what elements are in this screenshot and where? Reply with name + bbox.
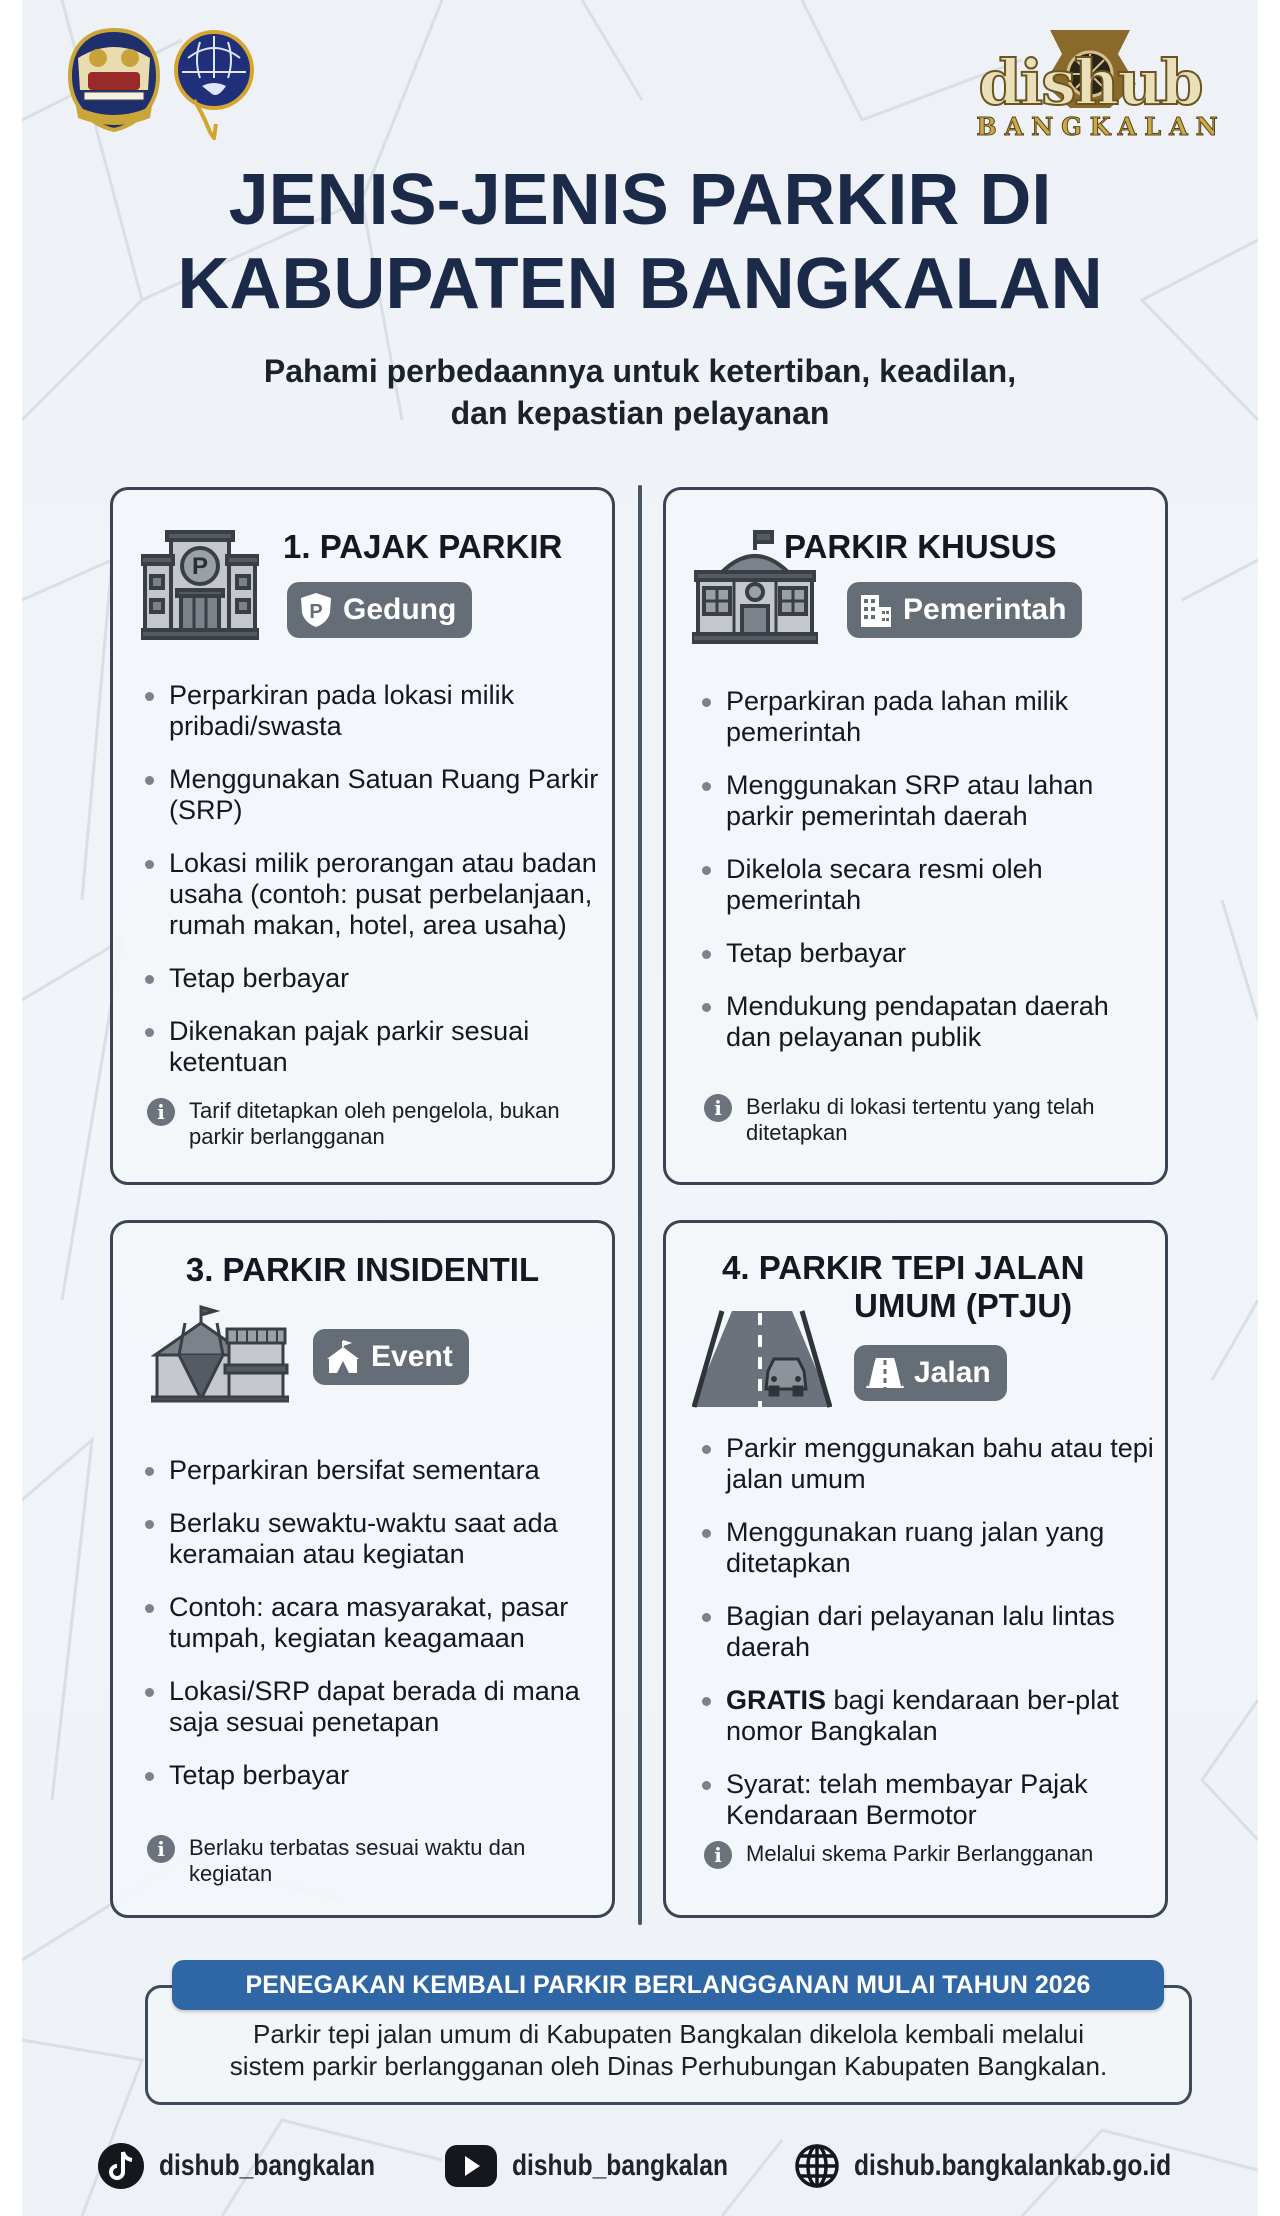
list-item: GRATIS bagi kendaraan ber-plat nomor Bangkalan [700,1685,1160,1747]
card-title: 3. PARKIR INSIDENTIL [185,1251,540,1288]
footer-youtube[interactable] [444,2140,775,2192]
column-divider [638,485,642,1925]
tiktok-handle[interactable]: dishub_bangkalan [159,2149,375,2182]
list-item: Perparkiran bersifat sementara [143,1455,603,1486]
note-text: Melalui skema Parkir Berlangganan [746,1841,1094,1866]
footer-website[interactable] [794,2140,1241,2192]
globe-icon [794,2143,840,2189]
card-parkir-tepi-jalan-umum [663,1220,1168,1918]
bullet-list [143,1455,603,1813]
announcement-line-2: sistem parkir berlangganan oleh Dinas Perhubungan Kabupaten Bangkalan. [229,2051,1108,2081]
parking-shield-icon [299,591,333,629]
badge-event [313,1329,469,1385]
kabupaten-bangkalan-emblem [66,28,162,134]
card-title-line-2: UMUM (PTJU) [854,1287,1073,1324]
info-note [147,1098,567,1150]
info-note [704,1094,1124,1146]
road-car-icon [692,1309,832,1409]
info-icon: i [147,1098,175,1126]
info-icon: i [147,1835,175,1863]
list-item: Dikenakan pajak parkir sesuai ketentuan [143,1016,603,1078]
card-title: PARKIR KHUSUS [784,528,1057,565]
tiktok-icon [97,2142,145,2190]
list-item: Tetap berbayar [143,963,603,994]
youtube-handle[interactable]: dishub_bangkalan [512,2149,728,2182]
tent-icon [325,1339,361,1375]
list-item: Perparkiran pada lahan milik pemerintah [700,686,1160,748]
list-item: Tetap berbayar [700,938,1160,969]
list-item: Mendukung pendapatan daerah dan pelayanan publik [700,991,1160,1053]
card-title: 1. PAJAK PARKIR [283,528,563,565]
list-item: Berlaku sewaktu-waktu saat ada keramaian atau kegiatan [143,1508,603,1570]
list-item: Lokasi milik perorangan atau badan usaha (contoh: pusat perbelanjaan, rumah makan, hotel, area usaha) [143,848,603,941]
badge-label: Gedung [343,593,457,626]
note-text: Berlaku di lokasi tertentu yang telah ditetapkan [746,1094,1095,1145]
note-text: Berlaku terbatas sesuai waktu dan kegiatan [189,1835,526,1886]
info-note [704,1841,1164,1869]
parking-building-icon [141,526,259,640]
list-item: Perparkiran pada lokasi milik pribadi/swasta [143,680,603,742]
gratis-emphasis: GRATIS [726,1685,826,1715]
announcement-text [145,2018,1192,2082]
svg-text:P: P [309,601,323,623]
subtitle-line-2: dan kepastian pelayanan [450,395,830,431]
list-item: Tetap berbayar [143,1760,603,1791]
office-building-icon [859,591,893,629]
badge-jalan [854,1345,1007,1401]
infographic-canvas [22,0,1258,2216]
youtube-icon [444,2144,498,2188]
badge-pemerintah [847,582,1082,638]
list-item: Dikelola secara resmi oleh pemerintah [700,854,1160,916]
info-icon: i [704,1094,732,1122]
info-icon: i [704,1841,732,1869]
announcement-line-1: Parkir tepi jalan umum di Kabupaten Bangkalan dikelola kembali melalui [252,2019,1085,2049]
title-line-2: KABUPATEN BANGKALAN [177,244,1103,324]
announcement-heading: PENEGAKAN KEMBALI PARKIR BERLANGGANAN MULAI TAHUN 2026 [172,1960,1164,2010]
card-parkir-khusus [663,487,1168,1185]
badge-gedung [287,582,472,638]
badge-label: Pemerintah [903,593,1067,626]
badge-label: Jalan [914,1356,991,1389]
page-title [22,158,1258,326]
dishub-wordmark: dishub [978,46,1202,119]
info-note [147,1835,587,1887]
note-text: Tarif ditetapkan oleh pengelola, bukan parkir berlangganan [189,1098,560,1149]
kemenhub-emblem [172,28,256,140]
page-subtitle [22,350,1258,434]
dishub-bangkalan-logo [940,24,1240,142]
list-item: Menggunakan SRP atau lahan parkir pemerintah daerah [700,770,1160,832]
road-icon [866,1356,904,1390]
list-item: Bagian dari pelayanan lalu lintas daerah [700,1601,1160,1663]
list-item: Lokasi/SRP dapat berada di mana saja sesuai penetapan [143,1676,603,1738]
event-tent-icon [151,1305,289,1403]
list-item: Contoh: acara masyarakat, pasar tumpah, kegiatan keagamaan [143,1592,603,1654]
subtitle-line-1: Pahami perbedaannya untuk ketertiban, keadilan, [263,353,1017,389]
card-title-line-1: 4. PARKIR TEPI JALAN [722,1249,1085,1286]
list-item: Parkir menggunakan bahu atau tepi jalan umum [700,1433,1160,1495]
bullet-list [700,686,1160,1075]
card-parkir-insidentil [110,1220,615,1918]
list-item: Menggunakan Satuan Ruang Parkir (SRP) [143,764,603,826]
footer-tiktok[interactable] [97,2140,422,2192]
bullet-list [143,680,603,1100]
dishub-subtitle: BANGKALAN [976,112,1226,141]
svg-text:P: P [191,553,209,580]
title-line-1: JENIS-JENIS PARKIR DI [228,160,1052,240]
list-item: Syarat: telah membayar Pajak Kendaraan Bermotor [700,1769,1160,1831]
card-pajak-parkir [110,487,615,1185]
bullet-list [700,1433,1160,1853]
list-item: Menggunakan ruang jalan yang ditetapkan [700,1517,1160,1579]
website-url[interactable]: dishub.bangkalankab.go.id [854,2149,1172,2182]
badge-label: Event [371,1340,453,1373]
